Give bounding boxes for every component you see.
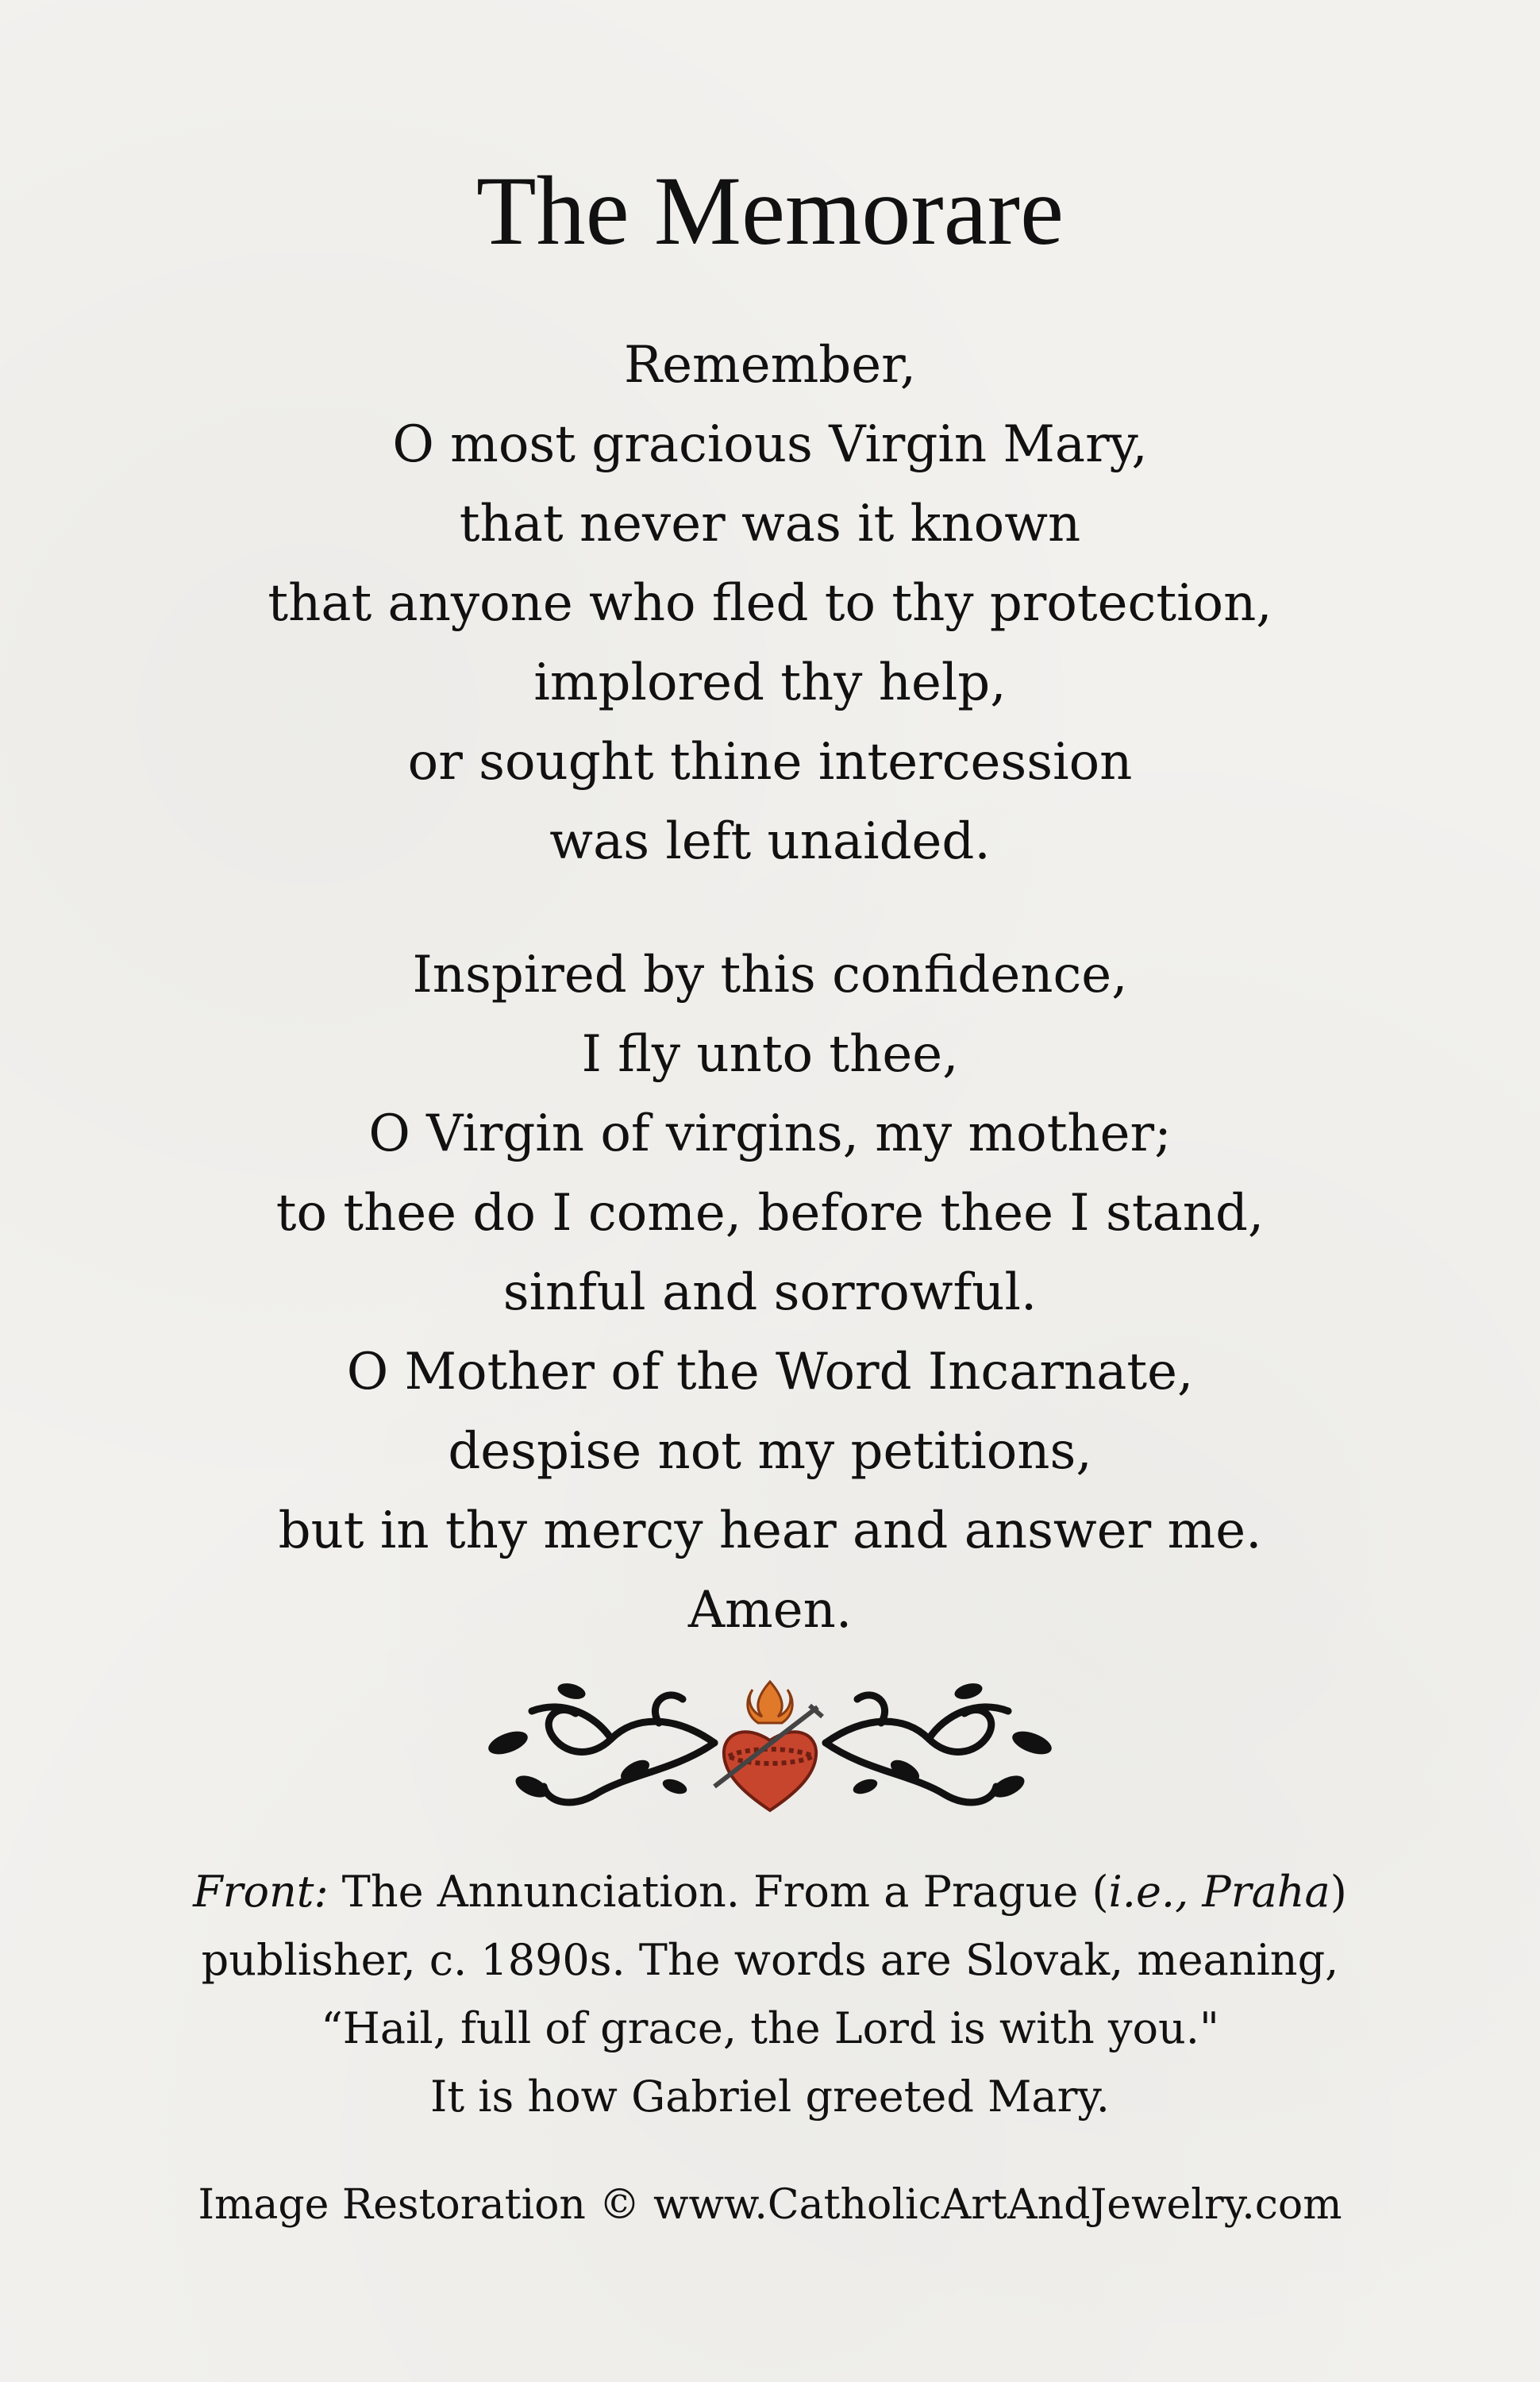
prayer-line: or sought thine intercession — [407, 733, 1133, 792]
prayer-line: Remember, — [623, 336, 917, 395]
prayer-line: Amen. — [687, 1581, 853, 1640]
sacred-heart-icon — [714, 1682, 822, 1810]
image-caption — [0, 1858, 1540, 2131]
caption-line — [0, 1858, 1540, 1926]
prayer-line: O Mother of the Word Incarnate, — [346, 1343, 1194, 1401]
prayer-line: to thee do I come, before thee I stand, — [275, 1184, 1265, 1243]
prayer-line: Inspired by this confidence, — [412, 946, 1128, 1004]
prayer-line: sinful and sorrowful. — [502, 1263, 1038, 1322]
prayer-line: I fly unto thee, — [581, 1025, 959, 1084]
prayer-line: but in thy mercy hear and answer me. — [278, 1501, 1262, 1560]
prayer-line: was left unaided. — [549, 812, 991, 871]
prayer-line: despise not my petitions, — [448, 1422, 1092, 1481]
prayer-line: O Virgin of virgins, my mother; — [368, 1104, 1172, 1163]
sacred-heart-flourish-icon — [476, 1667, 1064, 1818]
caption-ie: i.e., Praha — [1108, 1867, 1330, 1917]
caption-line: It is how Gabriel greeted Mary. — [430, 2072, 1110, 2122]
page-title: The Memorare — [475, 156, 1065, 265]
prayer-line: that anyone who fled to thy protection, — [268, 574, 1272, 633]
caption-text: The Annunciation. From a Prague ( — [328, 1867, 1109, 1917]
caption-text: ) — [1330, 1867, 1347, 1917]
caption-label: Front: — [193, 1867, 329, 1917]
caption-line: “Hail, full of grace, the Lord is with you." — [321, 2003, 1219, 2053]
prayer-line: implored thy help, — [533, 653, 1007, 712]
prayer-line: O most gracious Virgin Mary, — [392, 415, 1148, 474]
prayer-stanza-2 — [0, 935, 1540, 1650]
prayer-stanza-1 — [0, 326, 1540, 881]
prayer-line: that never was it known — [459, 495, 1081, 553]
image-restoration-credit: Image Restoration © www.CatholicArtAndJewelry.com — [198, 2181, 1342, 2229]
caption-line: publisher, c. 1890s. The words are Slovak, meaning, — [201, 1935, 1339, 1985]
